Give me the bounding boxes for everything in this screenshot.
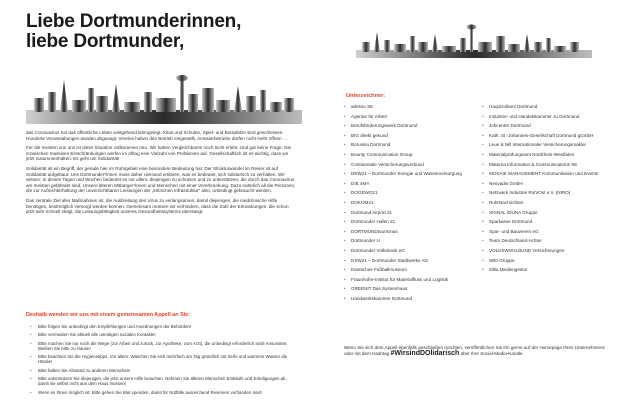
signatory-item: • Neovadis GmbH <box>482 181 610 186</box>
appeal-item: • Bitte unterstützen Sie diejenigen, die jetzt unsere Hilfe brauchen. Nehmen Sie älteren Menschen Einkäufe und Erledigungen ab, damit sie selbst nicht aus dem Haus müssen! <box>30 376 292 387</box>
signatory-item: • Fraunhofer-Institut für Materialfluss und Logistik <box>344 277 472 282</box>
signatory-item: • Dortmunder Hafen 21 <box>344 219 472 224</box>
signatory-item: • Netzwerk Industrie RuhrOst e.V. (NIRO) <box>482 190 610 195</box>
signatory-item: • Team Deutschland-Achter <box>482 238 610 243</box>
signatory-item: • BIG direkt gesund <box>344 133 472 138</box>
dortmund-skyline-illustration <box>356 20 592 64</box>
body-paragraph: das Coronavirus hat das öffentliche Leben weitgehend lahmgelegt. Kitas und Schulen, Spiel- und Bolzplätze sind geschlossen. Hunderte Veranstaltungen wurden abgesagt. Vereine haben den Betrieb eingestellt. Amüsierbetriebe dürfen nicht mehr öffnen … <box>26 130 288 141</box>
appeal-item: • Bitte halten Sie Abstand zu anderen Menschen! <box>30 368 292 373</box>
signatory-item: • Kath. St.-Johannes-Gesellschaft Dortmund gGmbH <box>482 133 610 138</box>
signatory-item: • Jobcenter Dortmund <box>482 123 610 128</box>
appeal-item: • Wenn es Ihnen möglich ist: Bitte gehen Sie Blut spenden, damit für Notfälle ausreichend Reserven vorhanden sind! <box>30 390 292 395</box>
signatory-item: • DORTMUNDtourismus <box>344 229 472 234</box>
signatory-item: • MOSAIK MANAGEMENT Kommunikation und Events <box>482 171 610 176</box>
appeal-list <box>30 324 292 398</box>
signatory-item: • Spar- und Bauverein eG <box>482 229 610 234</box>
signatory-item: • Sparkasse Dortmund <box>482 219 610 224</box>
signatory-item: • Industrie- und Handelskammer zu Dortmund <box>482 114 610 119</box>
signatory-item: • Zillia Mediengestur <box>482 267 610 272</box>
signatory-item: • Dortmunder Volksbank eG <box>344 248 472 253</box>
dortmund-skyline-illustration <box>26 58 302 128</box>
signatory-item: • adesso SE <box>344 104 472 109</box>
headline-line-2: liebe Dortmunder, <box>26 31 185 52</box>
signatory-item: • DOGEWO21 <box>344 190 472 195</box>
signatory-item: • RuhrNachrichten <box>482 200 610 205</box>
headline-line-1: Liebe Dortmunderinnen, <box>26 11 242 32</box>
signatory-item: • Leue & Nill Internationaler Versicherungsmakler <box>482 142 610 147</box>
body-paragraph: Solidarität ist ein Begriff, der gerade hier im Ruhrgebiet eine besondere Bedeutung hat. Der Strukturwandel im Revier ist auf Solidarität aufgebaut. Uns Dortmunder*innen muss daher niemand erklären, was es bedeutet, sich solidarisch zu verhalten. Wir wissen: In diesen Tagen und Wochen bedeutet es vor allem, diejenigen zu schützen und zu unterstützen, die durch das Coronavirus am meisten gefährdet sind. Unsere älteren Mitbürger*innen und Menschen mit einer Vorerkrankung. Dazu natürlich all die Personen, die zur Aufrechterhaltung der unverzichtbaren Leistungen der „kritischen Infrastruktur“ also, unbedingt gebraucht werden. <box>26 165 296 194</box>
signatory-item: • Borussia Dortmund <box>344 142 472 147</box>
signatory-item: • Continentale Versicherungsverbund <box>344 162 472 167</box>
signatory-item: • Berufsförderungswerk Dortmund <box>344 123 472 128</box>
appeal-item: • Bitte vermeiden Sie aktuell alle unnötigen sozialen Kontakte! <box>30 332 292 337</box>
signatories-column-2 <box>482 104 610 277</box>
appeal-heading: Deshalb wenden wir uns mit einem gemeinsamen Appell an Sie: <box>26 312 190 318</box>
body-paragraph: Für die meisten von uns ist diese Situation vollkommen neu. Wir haben Vergleichbares noch nicht erlebt. Und gar keine Frage: Die inzwischen massiven Einschränkungen werfen im Alltag eine Vielzahl von Problemen auf. Gesellschaftlich ist es wichtig, dass wir jetzt zusammenhalten. Es geht um Solidarität! <box>26 145 292 162</box>
body-paragraph: Das zentrale Ziel aller Maßnahmen ist, die Ausbreitung des Virus zu verlangsamen, damit diejenigen, die medizinische Hilfe benötigen, bestmöglich versorgt werden können. Gemeinsam müssen wir verhindern, dass die Zahl der Erkrankungen, die schon jetzt sehr schnell steigt, die Leistungsfähigkeit unseres Gesundheitssystems übersteigt. <box>26 197 289 215</box>
hashtag: #WirsindDOlidarisch <box>390 349 460 357</box>
signatory-item: • DIE 4MA <box>344 181 472 186</box>
footer-text: Wenn Sie sich dem Appell ebenfalls anschließen möchten, veröffentlichen Sie ihn gerne auf der Homepage Ihres Unternehmens oder mit dem Hashtag <box>344 345 605 356</box>
signatory-item: • Dortmunder U <box>344 238 472 243</box>
signatory-item: • Materialprüfungsamt Nordrhein-Westfalen <box>482 152 610 157</box>
signatory-item: • Hauptzollamt Dortmund <box>482 104 610 109</box>
appeal-item: • Bitte folgen Sie unbedingt den Empfehlungen und Anordnungen der Behörden! <box>30 324 292 329</box>
right-page <box>316 0 620 413</box>
signatory-item: • SIGNAL IDUNA Gruppe <box>482 210 610 215</box>
appeal-item: • Bitte machen Sie nur noch die Wege (zur Arbeit und zurück, zur Apotheke, zum Arzt), die unbedingt erforderlich sind! Ansonsten: Bleiben Sie bitte zu Hause! <box>30 341 292 352</box>
signatory-item: • Agentur für Arbeit <box>344 114 472 119</box>
signatory-item: • DOKOM21 <box>344 200 472 205</box>
signatory-item: • Dortmund Airport 21 <box>344 210 472 215</box>
signatory-item: • Deutsches Fußballmuseum <box>344 267 472 272</box>
footer-note <box>344 345 614 356</box>
appeal-item: • Bitte beachten Sie die Hygienetipps. Vor allem: Waschen Sie sich mehrfach am Tag gründlich mit Seife und warmem Wasser die Hände! <box>30 354 292 365</box>
signatory-item: • Materna Information & Communications SE <box>482 162 610 167</box>
signatory-item: • GREENIT Das Systemhaus <box>344 286 472 291</box>
footer-suffix: über Ihre Social-Media-Kanäle. <box>460 350 524 356</box>
signatories-heading: Unterzeichner: <box>346 93 386 99</box>
signatories-column-1 <box>344 104 472 305</box>
signatory-item: • DSW21 – Dortmunder Stadtwerke AG <box>344 258 472 263</box>
signatory-item: • VOLKSWOHLBUND Versicherungen <box>482 248 610 253</box>
appeal-body-text <box>26 130 296 219</box>
signatory-item: • Wilo Gruppe <box>482 258 610 263</box>
signatory-item: • DEW21 – Dortmunder Energie und Wasserversorgung <box>344 171 472 176</box>
signatory-item: • Bounty Communication Group <box>344 152 472 157</box>
page-headline <box>26 12 241 52</box>
signatory-item: • Handwerkskammer Dortmund <box>344 296 472 301</box>
